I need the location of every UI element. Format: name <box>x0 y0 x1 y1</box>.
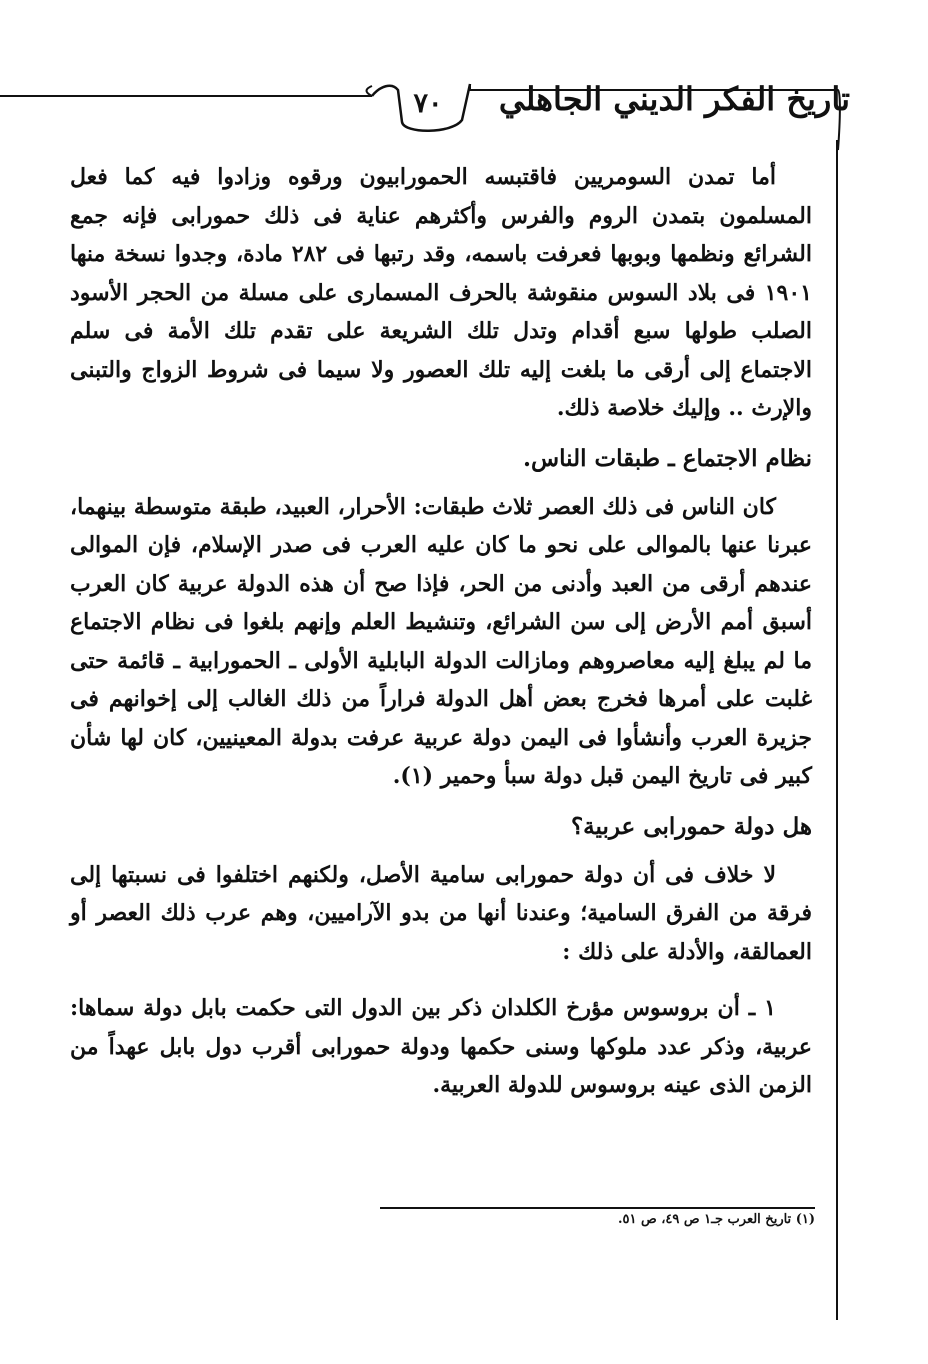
footnote-rule <box>380 1207 815 1209</box>
heading-social-system: نظام الاجتماع ـ طبقات الناس. <box>523 444 812 472</box>
page-number: ٧٠ <box>413 88 443 119</box>
paragraph-semitic-origin: لا خلاف فى أن دولة حمورابى سامية الأصل، ولكنهم اختلفوا فى نسبتها إلى فرقة من الفرق السامية؛ وعندنا أنها من بدو الآراميين، وهم عرب ذلك العصر أو العمالقة، والأدلة على ذلك : <box>70 861 812 965</box>
footnote: (١) تاريخ العرب جـ١ ص ٤٩، ص ٥١. <box>617 1212 815 1227</box>
running-title: تاريخ الفكر الديني الجاهلي <box>498 80 850 118</box>
paragraph-social-classes: كان الناس فى ذلك العصر ثلاث طبقات: الأحرار، العبيد، طبقة متوسطة بينهما، عبرنا عنها بالموالى على نحو ما كان عليه العرب فى صدر الإسلام، فإن الموالى عندهم أرقى من العبد وأدنى من الحر، فإذا صح أن هذه الدولة عربية كان العرب أسبق أمم الأرض إلى سن الشرائع، وتنشيط العلم وإنهم بلغوا فى نظام الاجتماع ما لم يبلغ إليه معاصروهم ومازالت الدولة البابلية الأولى ـ الحمورابية ـ قائمة حتى غلبت على أمرها فخرج بعض أهل الدولة فراراً من ذلك الغالب إلى إخوانهم فى جزيرة العرب وأنشأوا فى اليمن دولة عربية عرفت بدولة المعينيين، كان لها شأن كبير فى تاريخ اليمن قبل دولة سبأ وحمير (١). <box>70 493 812 789</box>
paragraph-berossus: ١ ـ أن بروسوس مؤرخ الكلدان ذكر بين الدول التى حكمت بابل دولة سماها: عربية، وذكر عدد ملوكها وسنى حكمها ودولة حمورابى أقرب دول بابل عهداً من الزمن الذى عينه بروسوس للدولة العربية. <box>70 995 812 1098</box>
heading-hammurabi-arab: هل دولة حمورابى عربية؟ <box>570 812 812 840</box>
side-rule <box>836 140 838 1320</box>
paragraph-sumerian-civilization: أما تمدن السومريين فاقتبسه الحمورابيون ورقوه وزادوا فيه كما فعل المسلمون بتمدن الروم والفرس وأكثرهم عناية فى ذلك حمورابى فإنه جمع الشرائع ونظمها وبوبها فعرفت باسمه، وقد رتبها فى ٢٨٢ مادة، وجدوا نسخة منها ١٩٠١ فى بلاد السوس منقوشة بالحرف المسمارى على مسلة من الحجر الأسود الصلب طولها سبع أقدام وتدل تلك الشريعة على تقدم تلك الأمة فى سلم الاجتماع إلى أرقى ما بلغت إليه تلك العصور ولا سيما فى شروط الزواج والتبنى والإرث .. وإليك خلاصة ذلك. <box>70 164 812 421</box>
main-text <box>70 158 812 1105</box>
